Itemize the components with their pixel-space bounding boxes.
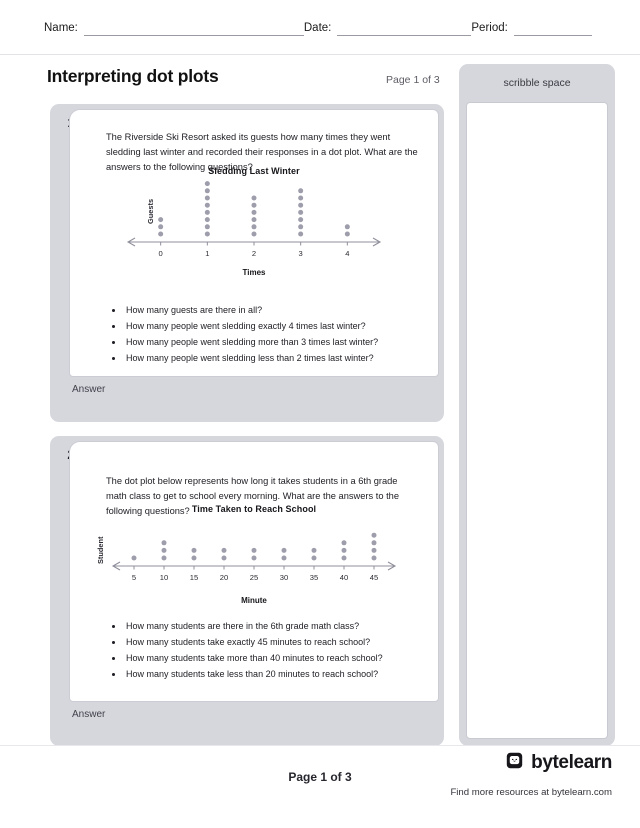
dot-plot-2-title: Time Taken to Reach School	[191, 504, 317, 514]
svg-text:35: 35	[309, 573, 319, 582]
scribble-space-panel	[459, 64, 615, 746]
dot-plot-2-canvas	[109, 514, 399, 592]
dot-plot-1	[80, 166, 428, 298]
list-item: • How many people went sledding exactly 4 times last winter?	[124, 318, 424, 334]
problem-content-1	[69, 109, 439, 377]
brand-name: bytelearn	[531, 752, 612, 773]
dot-plot-1-ylabel: Guests	[146, 198, 155, 224]
list-item: • How many people went sledding less than 2 times last winter?	[124, 350, 424, 366]
dot-plot-2	[80, 504, 428, 614]
question-list-2	[110, 618, 424, 682]
svg-text:3: 3	[298, 249, 303, 258]
svg-text:20: 20	[219, 573, 229, 582]
dot-plot-2-xlabel: Minute	[241, 596, 267, 605]
svg-text:2: 2	[251, 249, 257, 258]
svg-text:30: 30	[279, 573, 289, 582]
dot-plot-1-canvas	[124, 176, 384, 264]
scribble-space-label: scribble space	[503, 77, 571, 89]
bytelearn-robot-icon	[504, 750, 525, 776]
list-item: • How many guests are there in all?	[124, 302, 424, 318]
problem-prompt-1: The Riverside Ski Resort asked its guests how many times they went sledding last winter and recorded their responses in a dot plot. What are the answers to the following questions?	[106, 132, 418, 173]
brand-logo-group	[504, 750, 612, 776]
scribble-space-area[interactable]	[466, 102, 608, 739]
list-item: • How many students take exactly 45 minutes to reach school?	[124, 634, 424, 650]
list-item: • How many students are there in the 6th grade math class?	[124, 618, 424, 634]
svg-text:0: 0	[158, 249, 163, 258]
period-label: Period:	[471, 22, 508, 34]
date-label: Date:	[303, 22, 332, 34]
svg-text:15: 15	[189, 573, 199, 582]
page-indicator-top: Page 1 of 3	[386, 74, 440, 86]
problem-prompt-2: The dot plot below represents how long it takes students in a 6th grade math class to get to school every morning. What are the answers to the following questions?	[106, 476, 399, 517]
answer-label-1[interactable]: Answer	[72, 384, 106, 395]
student-info-header	[44, 22, 602, 36]
dot-plot-1-title: Sledding Last Winter	[208, 166, 300, 176]
svg-text:25: 25	[249, 573, 259, 582]
answer-label-2[interactable]: Answer	[72, 709, 106, 720]
question-list-1	[110, 302, 424, 366]
list-item: • How many students take less than 20 minutes to reach school?	[124, 666, 424, 682]
footer-divider	[0, 745, 640, 746]
date-field-group	[304, 22, 472, 36]
svg-text:5: 5	[131, 573, 137, 582]
footer-page-indicator: Page 1 of 3	[288, 770, 352, 784]
svg-text:4: 4	[345, 249, 350, 258]
date-input-line[interactable]	[337, 22, 471, 36]
header-divider	[0, 54, 640, 55]
problem-content-2	[69, 441, 439, 702]
svg-text:1: 1	[205, 249, 210, 258]
dot-plot-2-ylabel: Student	[96, 536, 105, 564]
period-field-group	[471, 22, 602, 36]
problem-card-2	[50, 436, 444, 746]
dot-plot-1-xlabel: Times	[242, 268, 266, 277]
name-label: Name:	[44, 22, 78, 34]
svg-text:40: 40	[339, 573, 349, 582]
svg-text:45: 45	[369, 573, 379, 582]
list-item: • How many students take more than 40 minutes to reach school?	[124, 650, 424, 666]
svg-text:10: 10	[159, 573, 169, 582]
period-input-line[interactable]	[514, 22, 592, 36]
name-input-line[interactable]	[84, 22, 304, 36]
page-title: Interpreting dot plots	[47, 66, 219, 86]
name-field-group	[44, 22, 304, 36]
problem-card-1	[50, 104, 444, 422]
list-item: • How many people went sledding more than 3 times last winter?	[124, 334, 424, 350]
brand-tagline: Find more resources at bytelearn.com	[450, 787, 612, 798]
